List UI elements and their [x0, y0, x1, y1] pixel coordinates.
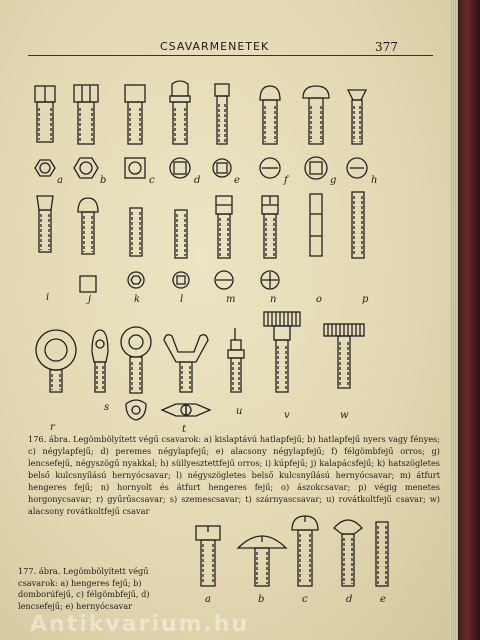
label-u: u: [236, 406, 243, 417]
bolt-f-drawing: [260, 86, 280, 178]
label-m: m: [226, 294, 236, 305]
label-v: v: [284, 410, 290, 421]
label-b: b: [100, 175, 107, 186]
label-f: f: [284, 175, 288, 186]
label-e: e: [234, 175, 240, 186]
bolt-d-drawing: [170, 81, 190, 178]
label-177-a: a: [205, 594, 211, 605]
label-c: c: [149, 175, 155, 186]
screw-177a-drawing: [196, 526, 220, 586]
bolt-k-drawing: [128, 208, 144, 288]
running-title: CSAVARMENETEK: [160, 40, 270, 53]
label-r: r: [50, 422, 55, 433]
label-o: o: [316, 294, 323, 305]
bolt-i-drawing: [37, 196, 53, 252]
bolt-j-drawing: [78, 198, 98, 292]
label-n: n: [270, 294, 277, 305]
label-177-b: b: [258, 594, 265, 605]
screw-177c-drawing: [292, 516, 318, 586]
wing-bolt-t-drawing: [162, 335, 210, 416]
figure-176-caption: 176. ábra. Legömbölyített végű csavarok: a) kislaptávú hatlapfejű; b) hatlapfejű nyers vagy fényes; c) négylapfejű; d) peremes négylapfejű; e) alacsony négylapfejű; f) félgömbfejű orros; g) lencsefejű, négyszögű nyakkal; h) süllyesztettfejű orros; i) kúpfejű; j) kalapácsfejű; k) hatszögletes belső kulcsnyílású hernyócsavar; l) négyszögletes belső kulcsnyílású hernyócsavar; m) átfurt hengeres fejű; n) hornyolt és átfurt hengeres fejű; o) ászokcsavar; p) végig menetes horgonycsavar; r) gyűrűscsavar; s) szemescsavar; t) szárnyascsavar; u) rovátkoltfejű csavar; w) alacsony rovátkoltfejű csavar: [28, 434, 440, 516]
bolt-c-drawing: [125, 85, 145, 178]
bolt-b-drawing: [74, 85, 98, 178]
knurled-bolt-u-drawing: [264, 312, 300, 392]
bolt-h-drawing: [347, 90, 367, 178]
label-p: p: [362, 294, 369, 305]
bolt-p-drawing: [352, 192, 364, 258]
label-t: t: [182, 424, 187, 435]
label-j: j: [88, 294, 92, 305]
screw-177b-drawing: [238, 536, 286, 586]
bolt-l-drawing: [173, 210, 189, 288]
bolt-eye-small-drawing: [92, 330, 108, 392]
label-177-c: c: [302, 594, 308, 605]
eye-bolt-s-drawing: [121, 327, 151, 420]
bolt-o-drawing: [310, 194, 322, 256]
label-h: h: [371, 175, 378, 186]
watermark-text: Antikvarium.hu: [30, 612, 250, 637]
label-w: w: [340, 410, 349, 421]
label-l: l: [180, 294, 184, 305]
screw-177d-drawing: [334, 520, 362, 586]
label-k: k: [134, 294, 141, 305]
screw-177e-drawing: [376, 522, 388, 586]
eye-bolt-r-drawing: [36, 330, 76, 392]
label-d: d: [194, 175, 201, 186]
label-177-e: e: [380, 594, 386, 605]
label-g: g: [330, 175, 337, 186]
bolt-m-drawing: [215, 196, 233, 289]
slotted-bolt-drawing: [228, 328, 244, 392]
page-number: 377: [375, 40, 398, 54]
label-a: a: [57, 175, 63, 186]
label-i: i: [46, 292, 50, 303]
bolt-n-drawing: [261, 196, 279, 289]
label-s: s: [104, 402, 110, 413]
label-177-d: d: [346, 594, 353, 605]
bolt-g-drawing: [303, 86, 329, 179]
figure-177-caption: 177. ábra. Legömbölyített végű csavarok: a) hengeres fejű; b) domborúfejű, c) félgömbfejű, d) lencsefejű; e) hernyócsavar: [18, 566, 150, 611]
bolt-a-drawing: [35, 86, 55, 176]
bolt-e-drawing: [213, 84, 231, 177]
knurled-bolt-w-drawing: [324, 324, 364, 388]
book-cover-edge: [458, 0, 480, 640]
